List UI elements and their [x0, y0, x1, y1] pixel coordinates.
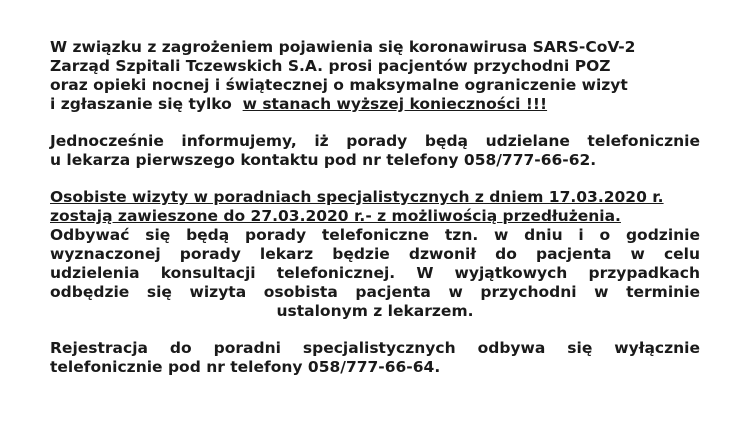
- emphasis-underlined: w stanach wyższej konieczności !!!: [242, 95, 548, 113]
- text-line: W związku z zagrożeniem pojawienia się koronawirusa SARS-CoV-2: [50, 38, 636, 56]
- text-line: oraz opieki nocnej i świątecznej o maksymalne ograniczenie wizyt: [50, 76, 628, 94]
- text-line: u lekarza pierwszego kontaktu pod nr telefony 058/777-66-62.: [50, 151, 597, 169]
- text-line: Jednocześnie informujemy, iż porady będą udzielane telefonicznie: [50, 132, 700, 150]
- paragraph-phone-consultation: [50, 132, 700, 170]
- text-line: wyznaczonej porady lekarz będzie dzwonił do pacjenta w celu: [50, 245, 700, 263]
- text-line: udzielenia konsultacji telefonicznej. W wyjątkowych przypadkach: [50, 264, 700, 282]
- text-line: Rejestracja do poradni specjalistycznych odbywa się wyłącznie: [50, 339, 700, 357]
- paragraph-restriction-notice: [50, 38, 700, 114]
- text-line: Zarząd Szpitali Tczewskich S.A. prosi pacjentów przychodni POZ: [50, 57, 611, 75]
- emphasis-underlined-line: Osobiste wizyty w poradniach specjalistycznych z dniem 17.03.2020 r.: [50, 188, 664, 206]
- text-line: [50, 95, 700, 114]
- text-line: ustalonym z lekarzem.: [276, 302, 474, 320]
- text-line: odbędzie się wizyta osobista pacjenta w przychodni w terminie: [50, 283, 700, 301]
- text-segment: i zgłaszanie się tylko: [50, 95, 243, 113]
- emphasis-underlined-line: zostają zawieszone do 27.03.2020 r.- z możliwością przedłużenia.: [50, 207, 621, 225]
- notice-document: [50, 38, 700, 377]
- paragraph-specialist-visits: [50, 188, 700, 321]
- text-line: Odbywać się będą porady telefoniczne tzn. w dniu i o godzinie: [50, 226, 700, 244]
- text-line: telefonicznie pod nr telefony 058/777-66-64.: [50, 358, 441, 376]
- paragraph-registration: [50, 339, 700, 377]
